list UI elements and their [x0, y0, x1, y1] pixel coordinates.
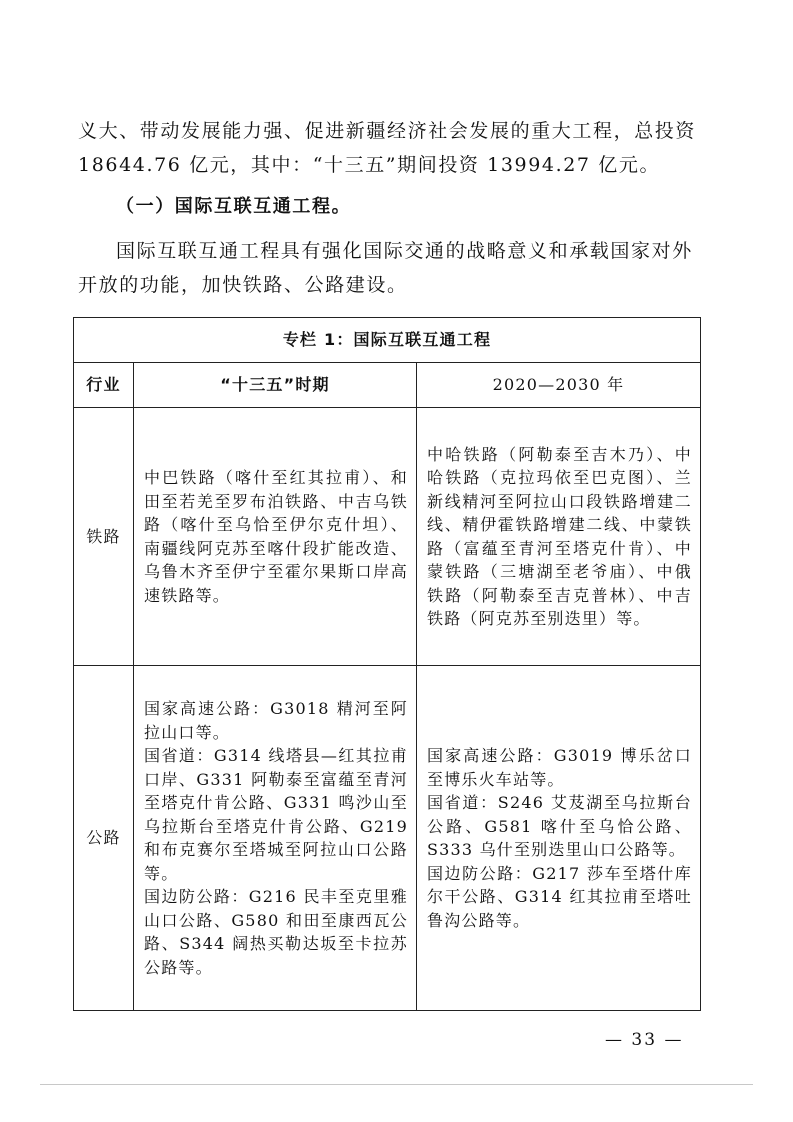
period-2-cell: 中哈铁路（阿勒泰至吉木乃）、中哈铁路（克拉玛依至巴克图）、兰新线精河至阿拉山口段铁路增建二线、精伊霍铁路增建二线、中蒙铁路（富蕴至青河至塔克什肯）、中蒙铁路（三塘湖至老爷庙）、中俄铁路（阿勒泰至吉克普林）、中吉铁路（阿克苏至别迭里）等。 [417, 408, 701, 666]
industry-cell: 公路 [74, 666, 134, 1011]
cell-line: 国省道：G314 线塔县—红其拉甫口岸、G331 阿勒泰至富蕴至青河至塔克什肯公路、G331 鸣沙山至乌拉斯台至塔克什肯公路、G219 和布克赛尔至塔城至阿拉山口公路等。 [144, 746, 408, 883]
cell-line: 国家高速公路：G3019 博乐岔口至博乐火车站等。 [427, 746, 692, 789]
cell-line: 国家高速公路：G3018 精河至阿拉山口等。 [144, 699, 408, 742]
cell-line: 国边防公路：G216 民丰至克里雅山口公路、G580 和田至康西瓦公路、S344 阔热买勒达坂至卡拉苏公路等。 [144, 887, 408, 977]
body-paragraph: 国际互联互通工程具有强化国际交通的战略意义和承载国家对外开放的功能，加快铁路、公路建设。 [78, 240, 693, 296]
column-header-industry: 行业 [74, 363, 134, 408]
table-row [74, 666, 701, 1011]
section-heading [78, 190, 703, 224]
cell-line: 国省道：S246 艾芨湖至乌拉斯台公路、G581 喀什至乌恰公路、S333 乌什至别迭里山口公路等。 [427, 793, 692, 859]
column-header-period-1: “十三五”时期 [134, 363, 417, 408]
table-row [74, 408, 701, 666]
period-1-cell: 中巴铁路（喀什至红其拉甫）、和田至若羌至罗布泊铁路、中吉乌铁路（喀什至乌恰至伊尔克什坦）、南疆线阿克苏至喀什段扩能改造、乌鲁木齐至伊宁至霍尔果斯口岸高速铁路等。 [134, 408, 417, 666]
info-box-table [73, 317, 701, 1011]
page-number: — 33 — [605, 1030, 684, 1050]
period-1-cell [134, 666, 417, 1011]
table-caption: 专栏 1：国际互联互通工程 [74, 318, 701, 363]
footer-divider [40, 1084, 753, 1085]
industry-cell: 铁路 [74, 408, 134, 666]
cell-line: 国边防公路：G217 莎车至塔什库尔干公路、G314 红其拉甫至塔吐鲁沟公路等。 [427, 863, 692, 930]
section-heading-text: （一）国际互联互通工程。 [116, 196, 352, 217]
column-header-period-2: 2020—2030 年 [417, 363, 701, 408]
period-2-cell [417, 666, 701, 1011]
body-paragraph: 义大、带动发展能力强、促进新疆经济社会发展的重大工程，总投资 18644.76 亿元，其中：“十三五”期间投资 13994.27 亿元。 [78, 120, 697, 176]
